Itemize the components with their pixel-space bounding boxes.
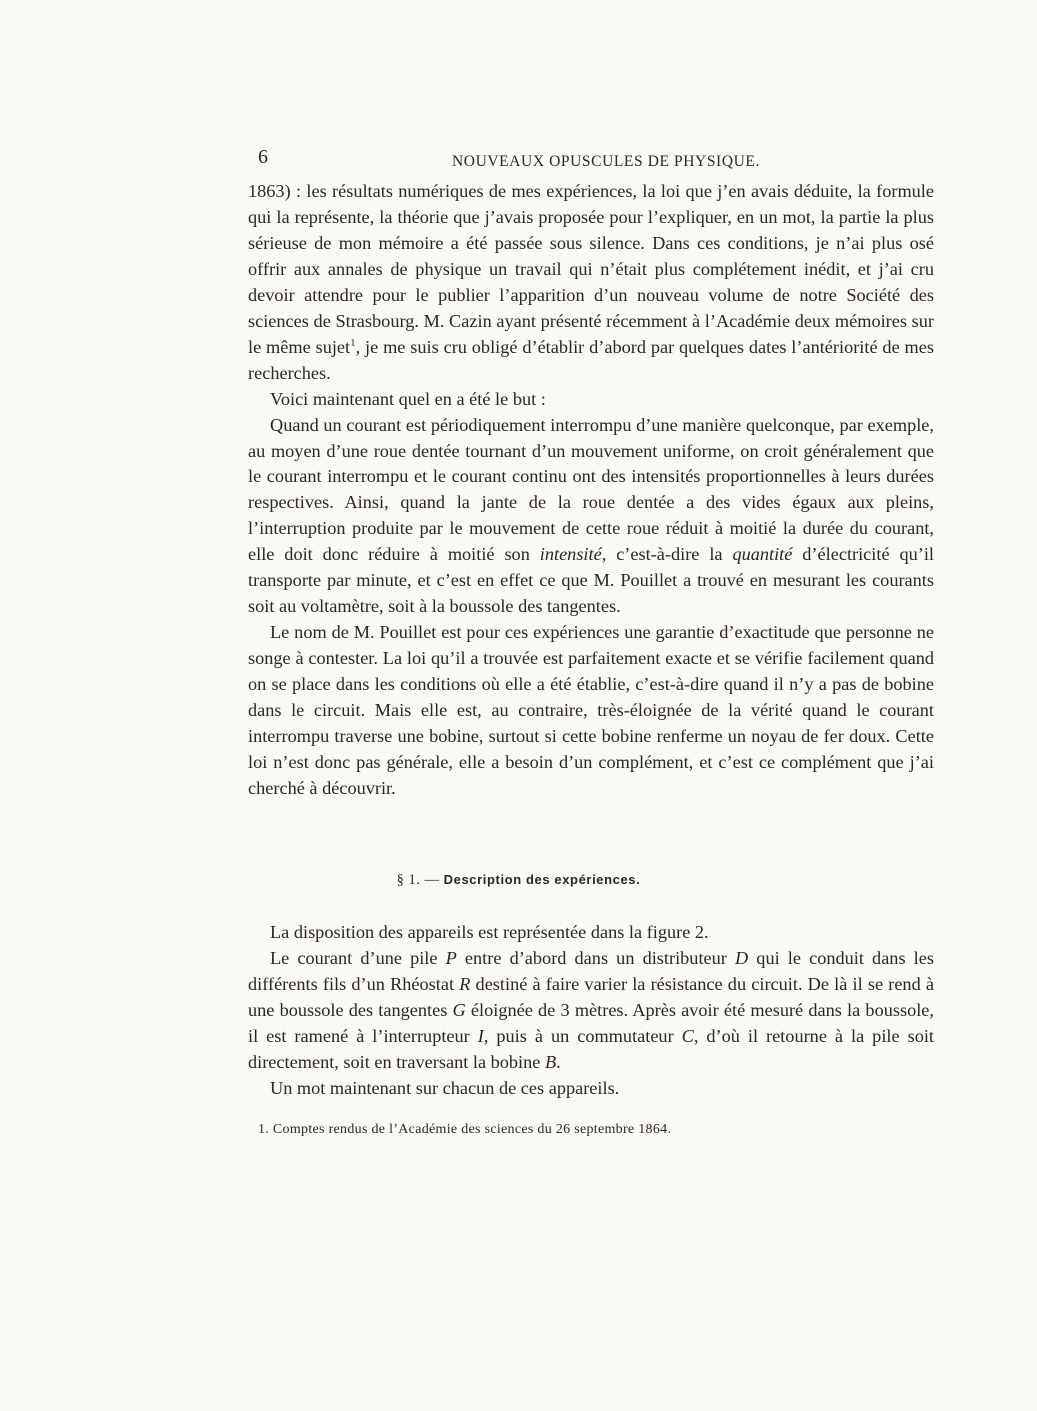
text-run: Un mot maintenant sur chacun de ces appareils. — [270, 1077, 620, 1098]
paragraph — [248, 387, 934, 413]
footnote: 1. Comptes rendus de l’Académie des sciences du 26 septembre 1864. — [258, 1122, 672, 1137]
running-title: NOUVEAUX OPUSCULES DE PHYSIQUE. — [452, 153, 760, 170]
text-run: entre d’abord dans un distributeur — [456, 947, 735, 968]
text-run: c’est-à-dire la — [606, 544, 733, 565]
footnote-ref: 1 — [350, 336, 356, 349]
text-run: 1863) : les résultats numériques de mes expériences, la loi que j’en avais déduite, la formule qui la représente, la théorie que j’avais proposée pour l’expliquer, en un mot, la partie la plus sérieuse de mon mémoire a été passée sous silence. Dans ces conditions, je n’ai plus osé offrir aux annales de physique un travail qui n’était plus complétement inédit, et j’ai cru devoir attendre pour le publier l’apparition d’un nouveau volume de notre Société des sciences de Strasbourg. M. Cazin ayant présenté récemment à l’Académie deux mémoires sur le même sujet — [248, 181, 934, 357]
text-run: , d’où il retourne à la pile soit directement, soit en traversant la bobine — [248, 1025, 934, 1072]
emphasis: intensité, — [539, 544, 607, 565]
paragraph — [248, 179, 934, 387]
text-run: éloignée de 3 mètres. Après avoir été mesuré dans la boussole, il est ramené à l’interrupteur — [248, 999, 934, 1046]
section-heading — [0, 872, 1037, 889]
body-text-2 — [248, 920, 934, 1102]
section-title: Description des expériences. — [443, 872, 641, 887]
emphasis: G — [452, 999, 466, 1020]
text-run: Le courant d’une pile — [270, 947, 446, 968]
text-run: Quand un courant est périodiquement interrompu d’une manière quelconque, par exemple, au moyen d’une roue dentée tournant d’un mouvement uniforme, on croit généralement que le courant interrompu et le courant continu ont des intensités proportionnelles à leurs durées respectives. Ainsi, quand la jante de la roue dentée a des vides égaux aux pleins, l’interruption produite par le mouvement de cette roue réduit à moitié la durée du courant, elle doit donc réduire à moitié son — [248, 414, 934, 565]
body-text — [248, 179, 934, 802]
paragraph — [248, 920, 934, 946]
paragraph — [248, 620, 934, 802]
emphasis: R — [459, 973, 471, 994]
emphasis: B — [544, 1051, 557, 1072]
text-run: d’électricité qu’il transporte par minute, et c’est en effet ce que M. Pouillet a trouvé en mesurant les courants soit au voltamètre, soit à la boussole des tangentes. — [248, 544, 935, 617]
text-run: Le nom de M. Pouillet est pour ces expériences une garantie d’exactitude que personne ne songe à contester. La loi qu’il a trouvée est parfaitement exacte et se vérifie facilement quand on se place dans les conditions où elle a été établie, c’est-à-dire quand il n’y a pas de bobine dans le circuit. Mais elle est, au contraire, très-éloignée de la vérité quand le courant interrompu traverse une bobine, surtout si cette bobine renferme un noyau de fer doux. Cette loi n’est donc pas générale, elle a besoin d’un complément, et c’est ce complément que j’ai cherché à découvrir. — [248, 622, 934, 798]
section-number: § 1. — — [396, 872, 440, 888]
paragraph — [248, 413, 934, 621]
paragraph — [248, 1076, 934, 1102]
page-header — [0, 146, 1037, 176]
emphasis: D — [734, 947, 749, 968]
page-number: 6 — [258, 146, 268, 168]
emphasis: C — [681, 1025, 694, 1046]
text-run: destiné à faire varier la résistance du circuit. De là il se rend à une boussole des tangentes — [248, 973, 934, 1020]
text-run: La disposition des appareils est représentée dans la figure 2. — [270, 922, 709, 942]
text-run: , je me suis cru obligé d’établir d’abord par quelques dates l’antériorité de mes recherches. — [248, 336, 934, 383]
paragraph — [248, 946, 934, 1076]
text-run: qui le conduit dans les différents fils d’un Rhéostat — [248, 947, 934, 994]
emphasis: P — [445, 947, 457, 968]
emphasis: I — [477, 1025, 484, 1046]
text-run: , puis à un commutateur — [483, 1025, 682, 1046]
emphasis: quantité — [732, 544, 793, 565]
text-run: Voici maintenant quel en a été le but : — [270, 388, 546, 409]
text-run: . — [556, 1051, 561, 1072]
